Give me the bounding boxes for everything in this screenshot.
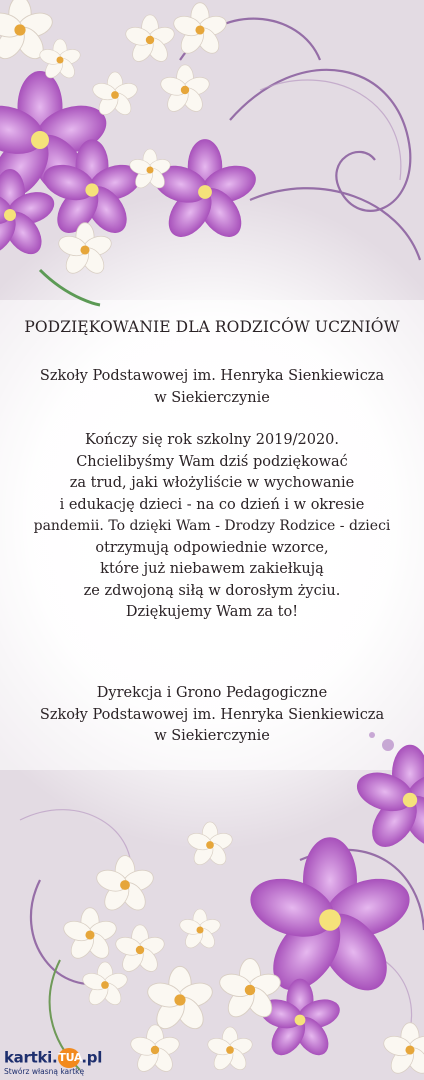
body-line: za trud, jaki włożyliście w wychowanie bbox=[69, 475, 355, 491]
logo-text bbox=[4, 1048, 102, 1068]
logo-suffix: .pl bbox=[81, 1048, 103, 1067]
body-line: ze zdwojoną siłą w dorosłym życiu. bbox=[83, 582, 341, 599]
signature-line: w Siekierczynie bbox=[154, 728, 270, 744]
signature-line: Dyrekcja i Grono Pedagogiczne bbox=[96, 685, 328, 701]
school-line: Szkoły Podstawowej im. Henryka Sienkiewicza bbox=[39, 368, 385, 384]
logo-badge: TUA bbox=[58, 1048, 80, 1068]
body-line: otrzymują odpowiednie wzorce, bbox=[95, 539, 329, 556]
body-line: Chcielibyśmy Wam dziś podziękować bbox=[76, 453, 348, 470]
body-line: które już niebawem zakiełkują bbox=[100, 561, 324, 577]
logo-tagline: Stwórz własną kartkę bbox=[4, 1067, 85, 1076]
school-line: w Siekierczynie bbox=[154, 389, 270, 406]
body-line: Dziękujemy Wam za to! bbox=[125, 604, 299, 620]
body-line: i edukację dzieci - na co dzień i w okresie bbox=[59, 496, 365, 513]
signature-block bbox=[0, 683, 424, 748]
signature-line: Szkoły Podstawowej im. Henryka Sienkiewicza bbox=[39, 706, 385, 723]
card-title: PODZIĘKOWANIE DLA RODZICÓW UCZNIÓW bbox=[24, 318, 400, 336]
logo-prefix: kartki. bbox=[4, 1048, 58, 1067]
body-line: Kończy się rok szkolny 2019/2020. bbox=[84, 432, 340, 448]
body-line: pandemii. To dzięki Wam - Drodzy Rodzice - dzieci bbox=[33, 518, 391, 534]
school-name-block bbox=[0, 366, 424, 409]
greeting-body bbox=[0, 430, 424, 624]
kartki-logo[interactable] bbox=[4, 1046, 116, 1076]
